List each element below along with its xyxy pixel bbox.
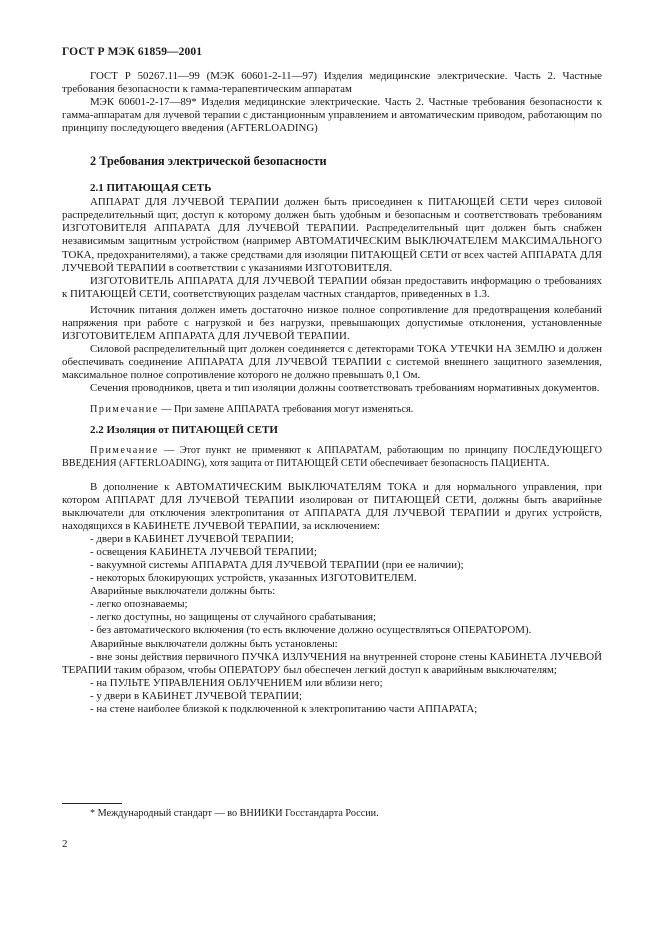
note-text: — Этот пункт не применяют к АППАРАТАМ, работающим по принципу ПОСЛЕДУЮЩЕГО ВВЕДЕНИЯ (AFTERLOADING), хотя защита от ПИТАЮЩЕЙ СЕТИ обеспечивает безопасность ПАЦИЕНТА. <box>62 445 602 470</box>
body-paragraph: Источник питания должен иметь достаточно низкое полное сопротивление для предотвращения колебаний напряжения при работе с нагрузкой и без нагрузки, превышающих допустимые отклонения, установленные ИЗГОТОВИТЕЛЕМ АППАРАТА ДЛЯ ЛУЧЕВОЙ ТЕРАПИИ. <box>62 303 602 342</box>
body-paragraph: АППАРАТ ДЛЯ ЛУЧЕВОЙ ТЕРАПИИ должен быть присоединен к ПИТАЮЩЕЙ СЕТИ через силовой распределительный щит, доступ к которому должен быть удобным и безопасным и соответствовать требованиям ИЗГОТОВИТЕЛЯ АППАРАТА ДЛЯ ЛУЧЕВОЙ ТЕРАПИИ. Распределительный щит должен быть снабжен независимым защитным устройством (например АВТОМАТИЧЕСКИМ ВЫКЛЮЧАТЕЛЕМ МАКСИМАЛЬНОГО ТОКА, предохранителями), а также средствами для изоляции ПИТАЮЩЕЙ СЕТИ от всех частей АППАРАТА ДЛЯ ЛУЧЕВОЙ ТЕРАПИИ в соответствии с указаниями ИЗГОТОВИТЕЛЯ. <box>62 196 602 274</box>
note-label: Примечание <box>90 445 159 457</box>
list-item: - двери в КАБИНЕТ ЛУЧЕВОЙ ТЕРАПИИ; <box>90 533 294 546</box>
note-text: — При замене АППАРАТА требования могут изменяться. <box>158 404 414 416</box>
footnote-divider <box>62 803 122 804</box>
body-paragraph: В дополнение к АВТОМАТИЧЕСКИМ ВЫКЛЮЧАТЕЛЯМ ТОКА и для нормального управления, при котором АППАРАТ ДЛЯ ЛУЧЕВОЙ ТЕРАПИИ изолирован от ПИТАЮЩЕЙ СЕТИ, должны быть аварийные выключатели для отключения электропитания от АППАРАТА ДЛЯ ЛУЧЕВОЙ ТЕРАПИИ и других устройств, находящихся в КАБИНЕТЕ ЛУЧЕВОЙ ТЕРАПИИ, за исключением: <box>62 480 602 533</box>
list-item: - освещения КАБИНЕТА ЛУЧЕВОЙ ТЕРАПИИ; <box>90 546 317 559</box>
list-item: - некоторых блокирующих устройств, указанных ИЗГОТОВИТЕЛЕМ. <box>90 572 417 585</box>
list-item: - без автоматического включения (то есть включение должно осуществляться ОПЕРАТОРОМ). <box>90 624 532 637</box>
list-item: - вне зоны действия первичного ПУЧКА ИЗЛУЧЕНИЯ на внутренней стороне стены КАБИНЕТА ЛУЧЕВОЙ ТЕРАПИИ таким образом, чтобы ОПЕРАТОРУ был обеспечен легкий доступ к аварийным выключателям; <box>62 650 602 676</box>
reference-paragraph: МЭК 60601-2-17—89* Изделия медицинские электрические. Часть 2. Частные требования безопасности к гамма-аппаратам для лучевой терапии с дистанционным управлением и автоматическим приводом, работающим по принципу последующего введения (AFTERLOADING) <box>62 96 602 135</box>
page-content <box>62 70 602 716</box>
body-paragraph: Силовой распределительный щит должен соединяется с детекторами ТОКА УТЕЧКИ НА ЗЕМЛЮ и должен обеспечивать соединение АППАРАТА ДЛЯ ЛУЧЕВОЙ ТЕРАПИИ с системой внешнего защитного заземления, максимальное полное сопротивление которого не должно превышать 0,1 Ом. <box>62 342 602 381</box>
note <box>62 403 602 416</box>
standard-header: ГОСТ Р МЭК 61859—2001 <box>62 46 203 58</box>
body-paragraph: Аварийные выключатели должны быть: <box>90 585 276 598</box>
list-item: - легко доступны, но защищены от случайного срабатывания; <box>90 611 377 624</box>
list-item: - на ПУЛЬТЕ УПРАВЛЕНИЯ ОБЛУЧЕНИЕМ или вблизи него; <box>90 676 383 689</box>
note <box>62 445 602 471</box>
list-item: - на стене наиболее близкой к подключенной к электропитанию части АППАРАТА; <box>90 702 478 715</box>
section-heading: 2 Требования электрической безопасности <box>90 154 327 169</box>
subsection-heading: 2.1 ПИТАЮЩАЯ СЕТЬ <box>90 182 212 195</box>
subsection-heading: 2.2 Изоляция от ПИТАЮЩЕЙ СЕТИ <box>90 424 278 437</box>
list-item: - легко опознаваемы; <box>90 598 188 611</box>
body-paragraph: Сечения проводников, цвета и тип изоляции должны соответствовать требованиям нормативных документов. <box>90 381 600 394</box>
note-label: Примечание <box>90 404 159 416</box>
footnote: * Международный стандарт — во ВНИИКИ Госстандарта России. <box>90 808 379 819</box>
body-paragraph: Аварийные выключатели должны быть установлены: <box>90 637 338 650</box>
reference-paragraph: ГОСТ Р 50267.11—99 (МЭК 60601-2-11—97) Изделия медицинские электрические. Часть 2. Частные требования безопасности к гамма-терапевтическим аппаратам <box>62 70 602 96</box>
list-item: - у двери в КАБИНЕТ ЛУЧЕВОЙ ТЕРАПИИ; <box>90 689 302 702</box>
body-paragraph: ИЗГОТОВИТЕЛЬ АППАРАТА ДЛЯ ЛУЧЕВОЙ ТЕРАПИИ обязан предоставить информацию о требованиях к ПИТАЮЩЕЙ СЕТИ, соответствующих разделам частных стандартов, приведенных в 1.3. <box>62 274 602 300</box>
page-number: 2 <box>62 838 68 850</box>
list-item: - вакуумной системы АППАРАТА ДЛЯ ЛУЧЕВОЙ ТЕРАПИИ (при ее наличии); <box>90 559 464 572</box>
